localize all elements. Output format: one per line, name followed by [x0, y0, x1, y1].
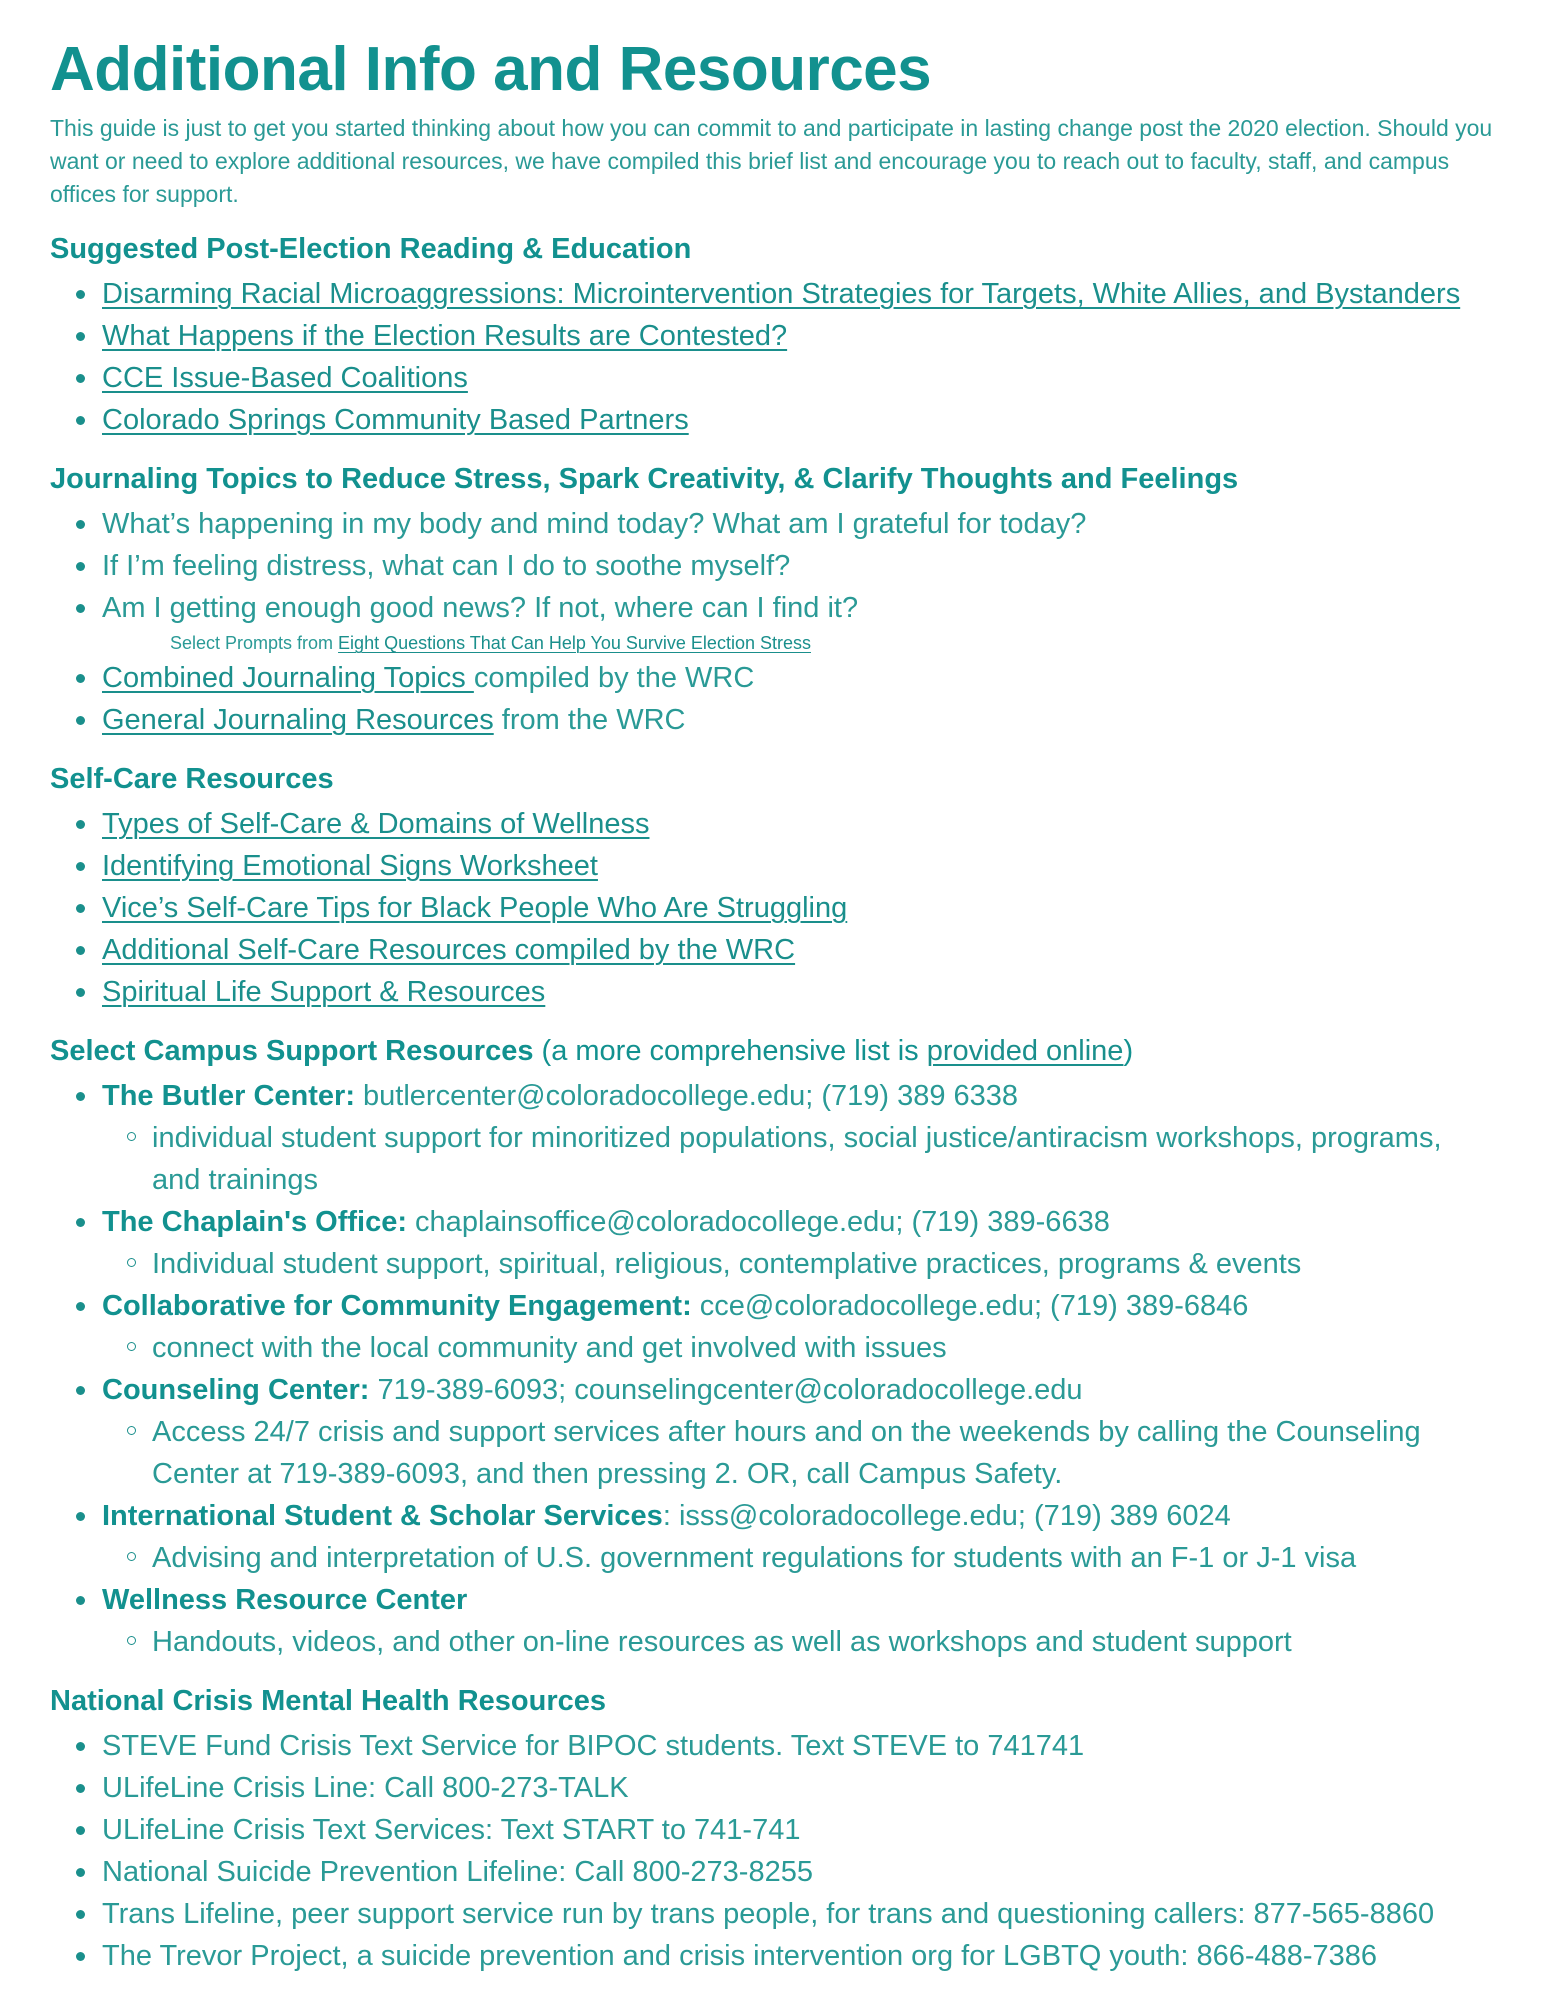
- list-item: What’s happening in my body and mind today? What am I grateful for today?: [102, 503, 1495, 545]
- campus-heading-suffix-after: ): [1123, 1035, 1134, 1067]
- office-detail: Advising and interpretation of U.S. government regulations for students with an F-1 or J-1 visa: [152, 1537, 1495, 1579]
- selfcare-link[interactable]: Types of Self-Care & Domains of Wellness: [102, 808, 650, 840]
- campus-heading: [50, 1031, 1495, 1071]
- list-item: [102, 887, 1495, 929]
- office-contact: 719-389-6093; counselingcenter@coloradocollege.edu: [369, 1374, 1083, 1406]
- list-item: [102, 399, 1495, 441]
- journaling-heading: Journaling Topics to Reduce Stress, Spark Creativity, & Clarify Thoughts and Feelings: [50, 463, 1239, 495]
- campus-office-item: [102, 1369, 1495, 1495]
- office-name: Counseling Center:: [102, 1374, 370, 1406]
- selfcare-link[interactable]: Additional Self-Care Resources compiled by the WRC: [102, 934, 796, 966]
- office-contact: cce@coloradocollege.edu; (719) 389-6846: [691, 1290, 1249, 1322]
- reading-link[interactable]: Disarming Racial Microaggressions: Microintervention Strategies for Targets, White Allies, and Bystanders: [102, 278, 1461, 310]
- list-item: [102, 971, 1495, 1013]
- campus-office-item: [102, 1579, 1495, 1663]
- campus-list: [50, 1075, 1495, 1663]
- list-item: STEVE Fund Crisis Text Service for BIPOC students. Text STEVE to 741741: [102, 1725, 1495, 1767]
- office-name: International Student & Scholar Services: [102, 1500, 663, 1532]
- list-item: [102, 657, 1495, 699]
- list-item: [102, 315, 1495, 357]
- office-detail: Handouts, videos, and other on-line resources as well as workshops and student support: [152, 1621, 1495, 1663]
- office-name: The Butler Center:: [102, 1080, 355, 1112]
- intro-paragraph: This guide is just to get you started thinking about how you can commit to and participate in lasting change post the 2020 election. Should you want or need to explore additional resources, we have compiled this brief list and encourage you to reach out to faculty, staff, and campus offices for support.: [50, 115, 1493, 207]
- crisis-list: [50, 1725, 1495, 1977]
- office-detail: Access 24/7 crisis and support services after hours and on the weekends by calling the Counseling Center at 719-389-6093, and then pressing 2. OR, call Campus Safety.: [152, 1411, 1495, 1495]
- page-title: Additional Info and Resources: [50, 35, 932, 104]
- prompt-note-prefix: Select Prompts from: [170, 633, 339, 653]
- journaling-resources-list: [50, 657, 1495, 741]
- list-item: National Suicide Prevention Lifeline: Call 800-273-8255: [102, 1851, 1495, 1893]
- reading-link[interactable]: What Happens if the Election Results are Contested?: [102, 320, 788, 352]
- office-contact: : isss@coloradocollege.edu; (719) 389 6024: [662, 1500, 1231, 1532]
- list-item: [102, 845, 1495, 887]
- selfcare-heading: Self-Care Resources: [50, 763, 334, 795]
- campus-heading-suffix-before: (a more comprehensive list is: [533, 1035, 927, 1067]
- list-item: [102, 357, 1495, 399]
- campus-office-item: [102, 1285, 1495, 1369]
- list-item: Trans Lifeline, peer support service run by trans people, for trans and questioning callers: 877-565-8860: [102, 1893, 1495, 1935]
- campus-office-item: [102, 1495, 1495, 1579]
- list-item: ULifeLine Crisis Line: Call 800-273-TALK: [102, 1767, 1495, 1809]
- campus-office-item: [102, 1075, 1495, 1201]
- office-name: Collaborative for Community Engagement:: [102, 1290, 692, 1322]
- selfcare-link[interactable]: Identifying Emotional Signs Worksheet: [102, 850, 598, 882]
- selfcare-list: [50, 803, 1495, 1013]
- list-item: The Trevor Project, a suicide prevention and crisis intervention org for LGBTQ youth: 866-488-7386: [102, 1935, 1495, 1977]
- reading-list: [50, 273, 1495, 441]
- selfcare-link[interactable]: Spiritual Life Support & Resources: [102, 976, 546, 1008]
- office-detail: connect with the local community and get involved with issues: [152, 1327, 1495, 1369]
- office-name: The Chaplain's Office:: [102, 1206, 407, 1238]
- list-item: [102, 699, 1495, 741]
- list-item: If I’m feeling distress, what can I do to soothe myself?: [102, 545, 1495, 587]
- combined-journaling-link[interactable]: Combined Journaling Topics: [102, 662, 474, 694]
- provided-online-link[interactable]: provided online: [926, 1035, 1124, 1067]
- list-item: [102, 929, 1495, 971]
- list-item: ULifeLine Crisis Text Services: Text START to 741-741: [102, 1809, 1495, 1851]
- combined-journaling-suffix: compiled by the WRC: [473, 662, 755, 694]
- office-contact: chaplainsoffice@coloradocollege.edu; (719) 389-6638: [407, 1206, 1110, 1238]
- general-journaling-link[interactable]: General Journaling Resources: [102, 704, 494, 736]
- list-item: Am I getting enough good news? If not, where can I find it?: [102, 587, 1495, 629]
- selfcare-link[interactable]: Vice’s Self-Care Tips for Black People Who Are Struggling: [102, 892, 848, 924]
- list-item: [102, 273, 1495, 315]
- office-detail: Individual student support, spiritual, religious, contemplative practices, programs & events: [152, 1243, 1495, 1285]
- reading-link[interactable]: Colorado Springs Community Based Partners: [102, 404, 689, 436]
- list-item: [102, 803, 1495, 845]
- campus-office-item: [102, 1201, 1495, 1285]
- reading-heading: Suggested Post-Election Reading & Education: [50, 233, 692, 265]
- office-name: Wellness Resource Center: [102, 1584, 468, 1616]
- prompt-source-note: [50, 629, 1495, 657]
- office-contact: butlercenter@coloradocollege.edu; (719) 389 6338: [354, 1080, 1019, 1112]
- campus-heading-text: Select Campus Support Resources: [50, 1035, 534, 1067]
- prompt-source-link[interactable]: Eight Questions That Can Help You Survive Election Stress: [338, 633, 811, 653]
- crisis-heading: National Crisis Mental Health Resources: [50, 1685, 606, 1717]
- office-detail: individual student support for minoritized populations, social justice/antiracism workshops, programs, and trainings: [152, 1117, 1495, 1201]
- general-journaling-suffix: from the WRC: [493, 704, 686, 736]
- reading-link[interactable]: CCE Issue-Based Coalitions: [102, 362, 468, 394]
- journaling-list: [50, 503, 1495, 629]
